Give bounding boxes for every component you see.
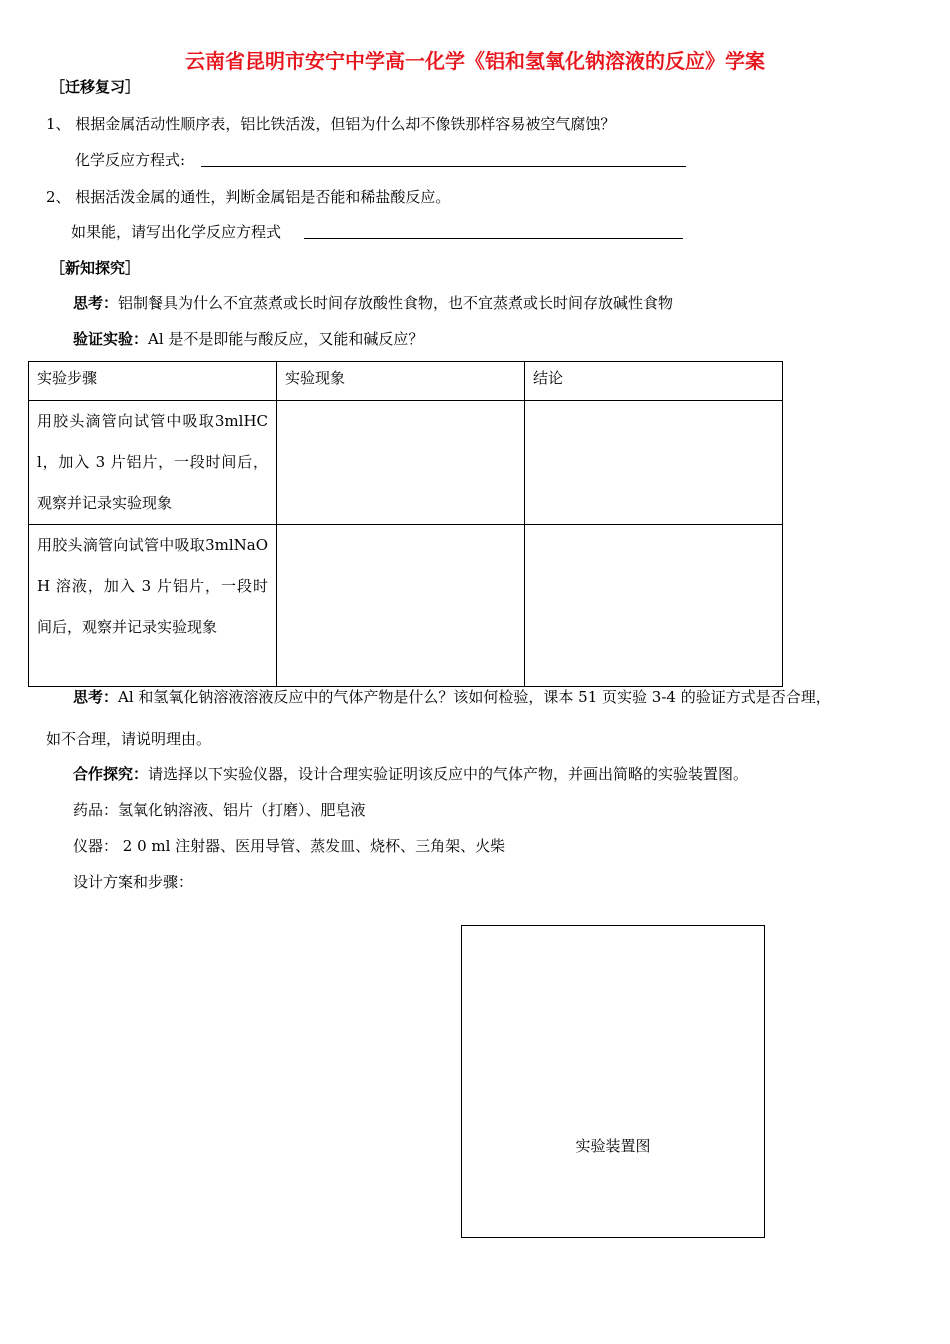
row-1-conclusion[interactable]: [525, 401, 783, 525]
verify-experiment: [73, 329, 423, 349]
cooperate-text: 请选择以下实验仪器，设计合理实验证明该反应中的气体产物，并画出简略的实验装置图。: [148, 765, 749, 783]
cooperate: [73, 764, 748, 784]
cooperate-label: 合作探究：: [73, 765, 149, 783]
verify-text: Al 是不是即能与酸反应，又能和碱反应？: [148, 330, 424, 348]
apparatus-diagram-label: 实验装置图: [575, 1137, 651, 1155]
think-2-line-1: Al 和氢氧化钠溶液溶液反应中的气体产物是什么？该如何检验，课本 51 页实验 3-4 的验证方式是否合理，: [118, 688, 831, 706]
header-step: 实验步骤: [29, 362, 277, 401]
think-2-line-2: 如不合理，请说明理由。: [46, 730, 212, 748]
q2-answer-line[interactable]: [304, 238, 683, 239]
design-heading: 设计方案和步骤：: [73, 873, 194, 891]
explore-heading: ［新知探究］: [50, 259, 141, 277]
verify-label: 验证实验：: [73, 330, 149, 348]
table-row: [29, 401, 783, 525]
apparatus-diagram-box[interactable]: [461, 925, 765, 1238]
header-phenomenon: 实验现象: [277, 362, 525, 401]
think-2-label: 思考：: [73, 688, 119, 706]
table-row: [29, 525, 783, 687]
think-1-label: 思考：: [73, 294, 119, 312]
row-2-conclusion[interactable]: [525, 525, 783, 687]
review-heading: ［迁移复习］: [50, 78, 141, 96]
row-1-phenomenon[interactable]: [277, 401, 525, 525]
review-question-2: 2、 根据活泼金属的通性，判断金属铝是否能和稀盐酸反应。: [46, 188, 451, 206]
row-2-phenomenon[interactable]: [277, 525, 525, 687]
header-conclusion: 结论: [525, 362, 783, 401]
instruments-line: 仪器： 2 0 ml 注射器、医用导管、蒸发皿、烧杯、三角架、火柴: [73, 837, 506, 855]
row-2-step: 用胶头滴管向试管中吸取3mlNaOH 溶液，加入 3 片铝片，一段时间后，观察并记录实验现象: [29, 525, 277, 687]
review-q1-prompt: 化学反应方程式:: [75, 151, 186, 169]
think-2: [73, 687, 831, 707]
table-header-row: [29, 362, 783, 401]
drugs-line: 药品：氢氧化钠溶液、铝片（打磨）、肥皂液: [73, 801, 366, 819]
review-question-1: 1、 根据金属活动性顺序表，铝比铁活泼，但铝为什么却不像铁那样容易被空气腐蚀？: [46, 115, 616, 133]
experiment-table: [28, 361, 783, 687]
review-q2-prompt: 如果能，请写出化学反应方程式: [71, 223, 282, 241]
row-1-step: 用胶头滴管向试管中吸取3mlHCl，加入 3 片铝片，一段时间后，观察并记录实验现象: [29, 401, 277, 525]
think-1: [73, 293, 673, 313]
q1-answer-line[interactable]: [201, 166, 686, 167]
page-title: 云南省昆明市安宁中学高一化学《铝和氢氧化钠溶液的反应》学案: [185, 49, 765, 73]
think-1-text: 铝制餐具为什么不宜蒸煮或长时间存放酸性食物，也不宜蒸煮或长时间存放碱性食物: [118, 294, 674, 312]
